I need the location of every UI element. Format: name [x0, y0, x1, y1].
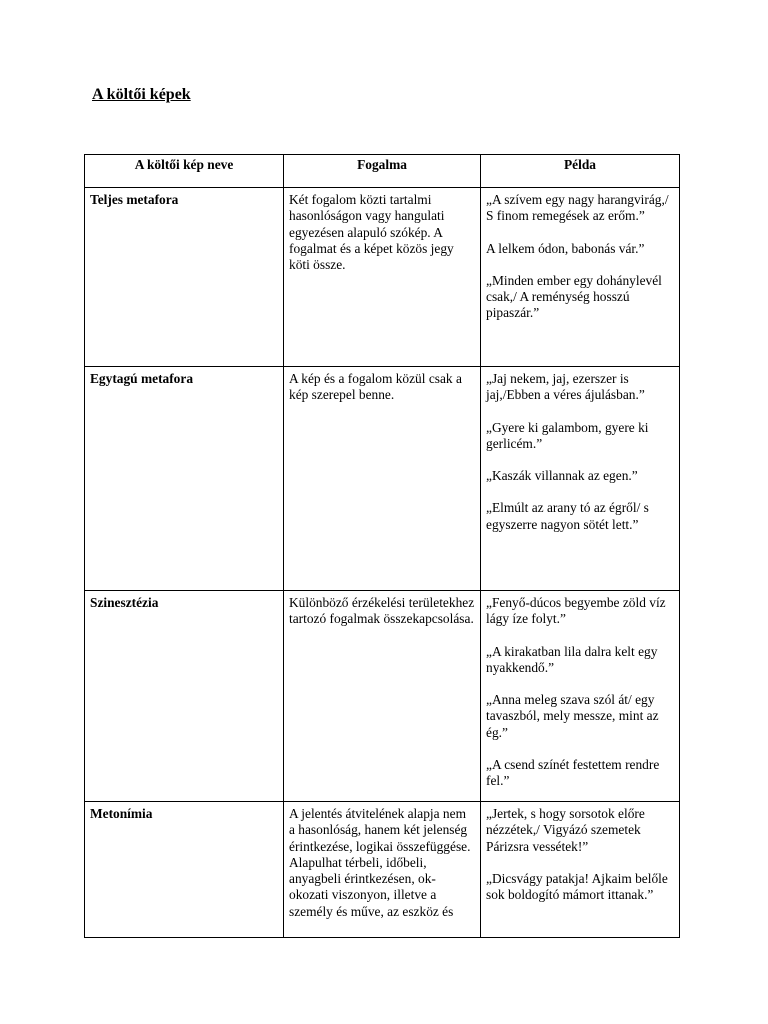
header-example: Példa: [481, 155, 680, 188]
row-name: Egytagú metafora: [85, 367, 284, 591]
row-examples: [481, 367, 680, 591]
table-row: [85, 802, 680, 938]
row-examples: [481, 591, 680, 802]
table-header-row: [85, 155, 680, 188]
row-definition: A jelentés átvitelének alapja nem a hasonlóság, hanem két jelenség érintkezése, logikai összefüggése. Alapulhat térbeli, időbeli, anyagbeli érintkezésen, ok-okozati viszonyon, illetve a személy és műve, az eszköz és: [284, 802, 481, 938]
row-examples: [481, 802, 680, 938]
row-name: Szinesztézia: [85, 591, 284, 802]
example-text: „A szívem egy nagy harangvirág,/ S finom remegések az erőm.”: [486, 192, 669, 224]
row-definition: A kép és a fogalom közül csak a kép szerepel benne.: [284, 367, 481, 591]
header-name: A költői kép neve: [85, 155, 284, 188]
row-name: Metonímia: [85, 802, 284, 938]
example-text: „Fenyő-dúcos begyembe zöld víz lágy íze folyt.”: [486, 595, 666, 627]
table-row: [85, 188, 680, 367]
example-text: „Gyere ki galambom, gyere ki gerlicém.”: [486, 419, 649, 451]
example-text: „Elmúlt az arany tó az égről/ s egyszerre nagyon sötét lett.”: [486, 500, 649, 532]
example-text: „A csend színét festettem rendre fel.”: [486, 757, 660, 789]
example-text: „A kirakatban lila dalra kelt egy nyakkendő.”: [486, 643, 658, 675]
example-text: „Kaszák villannak az egen.”: [486, 468, 638, 484]
example-text: „Dicsvágy patakja! Ajkaim belőle sok boldogító mámort ittanak.”: [486, 870, 668, 903]
table-row: [85, 367, 680, 591]
row-name: Teljes metafora: [85, 188, 284, 367]
example-text: „Jertek, s hogy sorsotok előre nézzétek,/ Vigyázó szemetek Párizsra vessétek!”: [486, 806, 645, 854]
example-text: „Anna meleg szava szól át/ egy tavaszból, mely messze, mint az ég.”: [486, 692, 659, 740]
poetic-images-table: [84, 154, 680, 938]
row-examples: [481, 188, 680, 367]
example-text: A lelkem ódon, babonás vár.”: [486, 240, 645, 256]
example-text: „Minden ember egy dohánylevél csak,/ A reménység hosszú pipaszár.”: [486, 272, 662, 321]
table-row: [85, 591, 680, 802]
page-title: A költői képek: [92, 86, 191, 103]
row-definition: Különböző érzékelési területekhez tartozó fogalmak összekapcsolása.: [284, 591, 481, 802]
row-definition: Két fogalom közti tartalmi hasonlóságon vagy hangulati egyezésen alapuló szókép. A fogalmat és a képet közös jegy köti össze.: [284, 188, 481, 367]
header-definition: Fogalma: [284, 155, 481, 188]
example-text: „Jaj nekem, jaj, ezerszer is jaj,/Ebben a véres ájulásban.”: [486, 371, 645, 403]
